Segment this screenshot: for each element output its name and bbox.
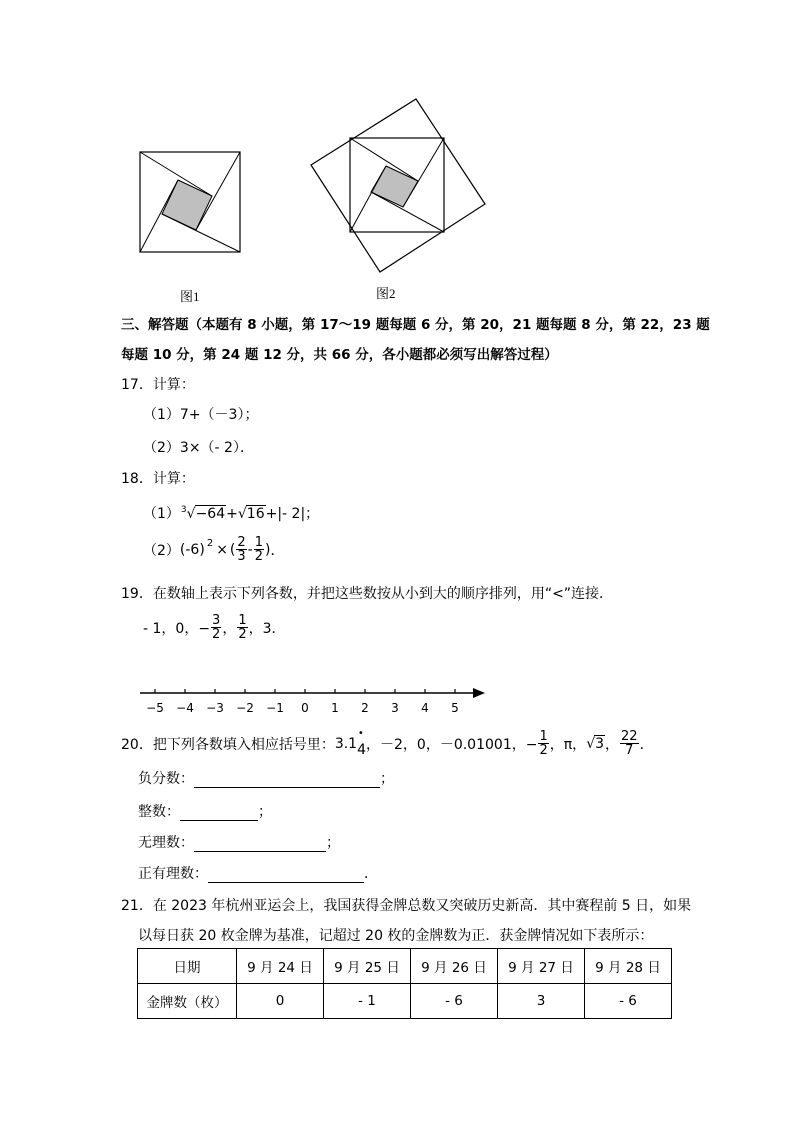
radical-icon: √ xyxy=(186,506,196,522)
radical-icon: √ xyxy=(586,735,596,752)
radicand-2: 16 xyxy=(246,506,265,522)
q18-part1-tail: +|- 2|； xyxy=(265,506,320,522)
irrational-row xyxy=(138,832,340,852)
table-header-cell: 9 月 27 日 xyxy=(498,949,585,984)
semicolon: ； xyxy=(326,835,340,851)
medal-table xyxy=(137,948,672,1019)
q20-title xyxy=(121,727,654,758)
q18-part2-label: （2） xyxy=(143,542,180,559)
positive-rational-blank[interactable] xyxy=(208,868,364,883)
figure-1-caption: 图1 xyxy=(180,289,200,304)
section-heading-line2: 每题 10 分，第 24 题 12 分，共 66 分，各小题都必须写出解答过程） xyxy=(121,347,558,363)
q19-title: 19．在数轴上表示下列各数，并把这些数按从小到大的顺序排列，用“<”连接． xyxy=(121,586,614,602)
repeating-decimal: 3.14 • xyxy=(334,727,367,758)
arrow-head-icon xyxy=(473,688,485,698)
number-line-label: 2 xyxy=(361,701,369,715)
figure-2 xyxy=(305,95,490,280)
table-cell: 0 xyxy=(237,984,324,1019)
number-line-label: 5 xyxy=(451,701,459,715)
period: ． xyxy=(364,866,378,882)
minus-sign: - xyxy=(247,541,253,558)
times-sign: × xyxy=(216,541,228,558)
number-line-label: 3 xyxy=(391,701,399,715)
q18-part2-base: (-6) xyxy=(179,541,205,558)
exponent: 2 xyxy=(206,538,214,549)
pi-part: ，π， xyxy=(549,736,587,753)
number-line-label: 4 xyxy=(421,701,429,715)
negative-fraction-blank[interactable] xyxy=(194,773,380,788)
positive-rational-row xyxy=(138,863,378,883)
period: ． xyxy=(270,542,285,559)
number-line-label: −4 xyxy=(176,701,194,715)
q20-list: ，－2，0，－0.01001，− xyxy=(366,736,538,753)
q20-title-text: 20．把下列各数填入相应括号里： xyxy=(121,736,335,753)
table-cell: 3 xyxy=(498,984,585,1019)
repeating-digit: 4 xyxy=(357,741,367,758)
radical-icon: √ xyxy=(237,506,247,522)
number-line-label: −1 xyxy=(266,701,284,715)
q19-numbers-start: - 1，0，− xyxy=(143,620,211,637)
q18-part2 xyxy=(143,536,284,563)
table-header-cell: 日期 xyxy=(138,949,237,984)
section-heading-line1: 三、解答题（本题有 8 小题，第 17～19 题每题 6 分，第 20，21 题每题 8 分，第 22，23 题 xyxy=(121,317,710,333)
table-cell: - 1 xyxy=(324,984,411,1019)
integer-blank[interactable] xyxy=(180,806,258,821)
q18-part1 xyxy=(143,503,319,523)
irrational-blank[interactable] xyxy=(194,837,326,852)
fraction-1-2: $\frac{1}{2}$ xyxy=(254,535,264,564)
table-cell: - 6 xyxy=(411,984,498,1019)
integer-label: 整数： xyxy=(138,804,180,820)
repeat-dot-icon: • xyxy=(357,727,364,739)
negative-fraction-row xyxy=(138,768,394,788)
q18-part1-label: （1） xyxy=(143,506,180,522)
fraction-3-2: $\frac{3}{2}$ xyxy=(212,613,221,642)
table-header-row xyxy=(138,949,672,984)
figure-2-caption: 图2 xyxy=(376,286,396,301)
table-row xyxy=(138,984,672,1019)
comma: ， xyxy=(605,736,620,753)
sqrt-3: 3 xyxy=(595,736,605,752)
positive-rational-label: 正有理数： xyxy=(138,866,208,882)
q19-numbers-tail: ，3． xyxy=(248,620,286,637)
number-line-label: −2 xyxy=(236,701,254,715)
table-header-cell: 9 月 24 日 xyxy=(237,949,324,984)
table-header-cell: 9 月 26 日 xyxy=(411,949,498,984)
semicolon: ； xyxy=(380,771,394,787)
comma: ， xyxy=(222,620,237,637)
q17-part2: （2）3×（- 2）． xyxy=(143,440,254,456)
q21-line2: 以每日获 20 枚金牌为基准，记超过 20 枚的金牌数为正．获金牌情况如下表所示： xyxy=(138,928,654,944)
table-header-cell: 9 月 28 日 xyxy=(585,949,672,984)
q17-title: 17．计算： xyxy=(121,377,195,393)
negative-fraction-label: 负分数： xyxy=(138,771,194,787)
number-line xyxy=(135,683,490,721)
fraction-2-3: $\frac{2}{3}$ xyxy=(237,535,246,564)
number-line-label: −5 xyxy=(146,701,164,715)
number-line-label: −3 xyxy=(206,701,224,715)
table-cell: 金牌数（枚） xyxy=(138,984,237,1019)
plus-sign: + xyxy=(226,506,238,522)
q17-part1: （1）7+（－3）； xyxy=(143,407,259,423)
open-paren: ( xyxy=(229,541,236,558)
irrational-label: 无理数： xyxy=(138,835,194,851)
q19-numbers xyxy=(143,614,286,641)
semicolon: ； xyxy=(258,804,272,820)
fraction-1-2: $\frac{1}{2}$ xyxy=(539,729,548,758)
number-line-label: 0 xyxy=(301,701,309,715)
cube-root-index: 3 xyxy=(180,505,187,516)
radicand-1: −64 xyxy=(195,506,226,522)
period: ． xyxy=(639,736,654,753)
q21-line1: 21．在 2023 年杭州亚运会上，我国获得金牌总数又突破历史新高．其中赛程前 5 日，如果 xyxy=(121,898,692,914)
figure-1 xyxy=(130,140,255,265)
table-header-cell: 9 月 25 日 xyxy=(324,949,411,984)
close-paren: ) xyxy=(265,541,271,558)
fraction-22-7: $\frac{22}{7}$ xyxy=(621,729,638,758)
integer-row xyxy=(138,801,272,821)
table-cell: - 6 xyxy=(585,984,672,1019)
q18-title: 18．计算： xyxy=(121,471,195,487)
fraction-1-2: $\frac{1}{2}$ xyxy=(238,613,247,642)
number-line-label: 1 xyxy=(331,701,339,715)
